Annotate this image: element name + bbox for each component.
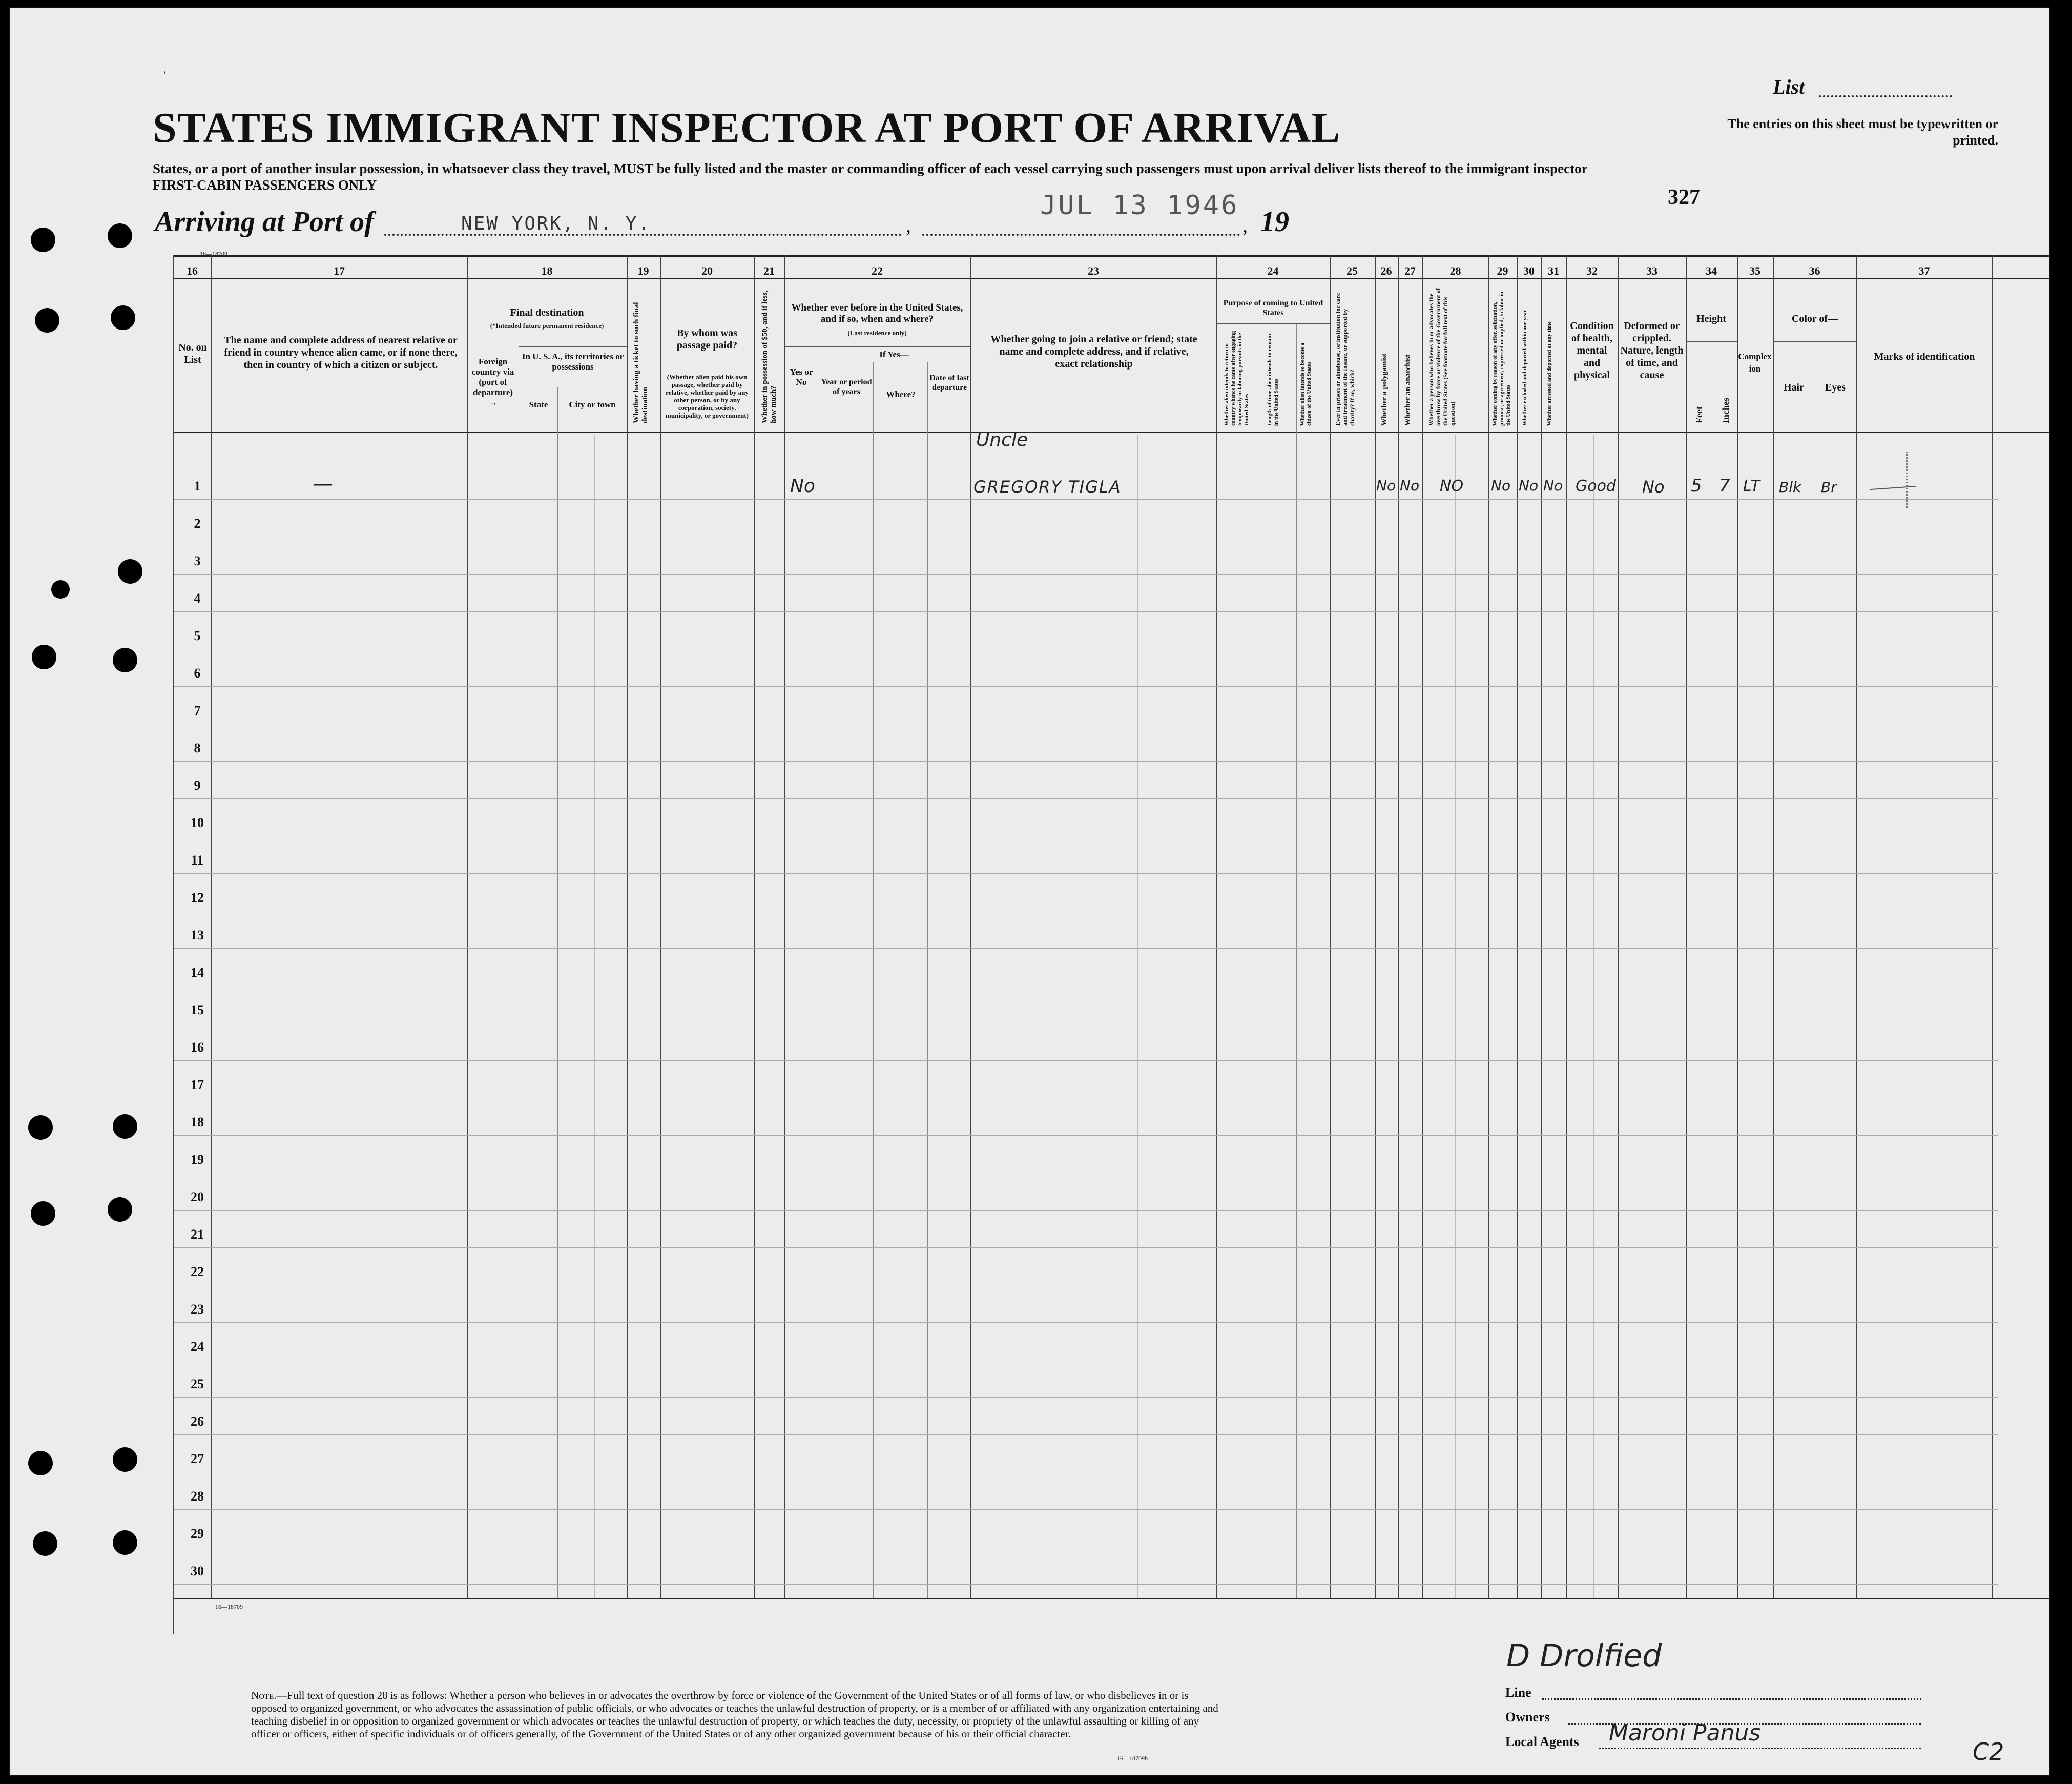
header-ever-in-us: Whether ever before in the United States, and if so, when and where? — [791, 302, 963, 324]
sub-divider — [1296, 323, 1297, 1598]
col-divider — [970, 255, 971, 1598]
header-last-residence: (Last residence only) — [847, 329, 907, 337]
col-divider — [1618, 255, 1619, 1598]
row-rule — [174, 499, 1998, 500]
binder-hole — [108, 223, 132, 248]
row-number: 17 — [191, 1077, 204, 1092]
row-number: 9 — [194, 778, 201, 793]
list-label: List — [1773, 75, 1805, 98]
binder-hole — [31, 1201, 55, 1226]
page-number: 327 — [1668, 186, 1700, 209]
manifest-sheet — [9, 7, 2050, 1776]
grid-line — [594, 435, 595, 1598]
header-eyes: Eyes — [1825, 382, 1846, 393]
header-fifty-dollars: Whether in possession of $50, and if less, how much? — [761, 290, 778, 423]
sub-rule — [1216, 323, 1330, 324]
row-number: 22 — [191, 1264, 204, 1279]
row-number: 24 — [191, 1339, 204, 1354]
col-num-18: 18 — [541, 264, 553, 277]
entry-anarchist: No — [1400, 477, 1420, 494]
col-num-32: 32 — [1586, 264, 1598, 277]
header-prison: Ever in prison or almshouse, or institution for care and treatment of the insane, or supported by charity? If so, which? — [1334, 293, 1356, 426]
row-rule — [174, 1397, 1998, 1398]
entries-note: The entries on this sheet must be typewritten or printed. — [1727, 116, 1998, 148]
sub-rule — [784, 346, 970, 347]
col-num-37: 37 — [1918, 264, 1930, 277]
row-rule — [174, 1210, 1998, 1211]
row-rule — [174, 574, 1998, 575]
row-number: 27 — [191, 1451, 204, 1466]
signature: D Drolfied — [1506, 1638, 1662, 1674]
header-where: Where? — [886, 389, 916, 399]
header-joining-relative: Whether going to join a relative or friend; state name and complete address, and if relative, exact relationship — [990, 334, 1197, 370]
entry-q28: NO — [1440, 477, 1464, 495]
entry-feet: 5 — [1691, 476, 1702, 496]
arriving-label: Arriving at Port of — [155, 206, 374, 238]
row-rule — [174, 1060, 1998, 1061]
col-num-26: 26 — [1380, 264, 1392, 277]
entry-q30: No — [1519, 477, 1539, 494]
binder-hole — [31, 228, 55, 252]
footnote-form-number: 16—18709b — [1117, 1755, 1148, 1762]
sub-divider — [873, 362, 874, 1598]
row-number: 11 — [191, 853, 204, 868]
col-divider — [1566, 255, 1567, 1598]
row-rule — [174, 1135, 1998, 1136]
col-num-16: 16 — [187, 264, 198, 277]
entry-ever-in-us: No — [790, 476, 815, 497]
header-purpose-citizen: Whether alien intends to become a citizen of the United States — [1299, 342, 1312, 426]
form-number-bottom: 16—18709 — [215, 1603, 243, 1610]
row-number: 1 — [194, 479, 201, 494]
footnote-label: Note. — [251, 1689, 277, 1701]
col-num-23: 23 — [1088, 264, 1099, 277]
col-num-17: 17 — [334, 264, 345, 277]
header-foreign-country: Foreign country via (port of departure) → — [471, 357, 514, 407]
col-divider — [1686, 255, 1687, 1598]
agents-field — [1599, 1748, 1921, 1749]
binder-hole — [35, 308, 59, 333]
entry-relationship: Uncle — [976, 429, 1028, 450]
header-relative-abroad: The name and complete address of nearest relative or friend in country whence alien came, or if none there, then in country of which a citizen or subject. — [224, 335, 458, 371]
header-q30: Whether excluded and deported within one year — [1522, 310, 1528, 426]
binder-hole — [28, 1115, 53, 1140]
header-state: State — [529, 400, 548, 409]
col-num-20: 20 — [701, 264, 713, 277]
col-divider — [1737, 255, 1738, 1598]
row-rule — [174, 1247, 1998, 1248]
row-number: 10 — [191, 815, 204, 830]
instructions-line: States, or a port of another insular possession, in whatsoever class they travel, MUST be fully listed and the master or commanding officer of each vessel carrying such passengers must upon arrival deliver lists thereof to the immigrant inspector — [153, 161, 1588, 176]
col-divider — [1517, 255, 1518, 1598]
col-divider — [1330, 255, 1331, 1598]
binder-hole — [33, 1531, 57, 1556]
header-in-usa: In U. S. A., its territories or possessions — [522, 352, 624, 372]
row-rule — [174, 1509, 1998, 1510]
row-number: 7 — [194, 703, 201, 718]
sub-rule — [519, 346, 627, 347]
row-rule — [174, 948, 1998, 949]
col-num-30: 30 — [1523, 264, 1535, 277]
header-ticket: Whether having a ticket to such final destination — [632, 302, 649, 423]
col-divider — [754, 255, 755, 1598]
header-purpose: Purpose of coming to United States — [1223, 299, 1323, 317]
page-title: STATES IMMIGRANT INSPECTOR AT PORT OF ARRIVAL — [153, 104, 1341, 152]
comma-mark: , — [906, 214, 911, 237]
col-divider — [1856, 255, 1857, 1598]
binder-hole — [51, 580, 70, 599]
entry-deformed: No — [1642, 477, 1665, 497]
row-number: 20 — [191, 1190, 204, 1204]
header-passage-paid: By whom was passage paid? — [676, 327, 738, 351]
col-num-29: 29 — [1497, 264, 1508, 277]
entry-relative-abroad: — — [313, 472, 333, 496]
agents-label: Local Agents — [1505, 1734, 1579, 1749]
row-number: 8 — [194, 741, 201, 755]
col-divider — [1216, 255, 1217, 1598]
row-number: 6 — [194, 666, 201, 681]
row-rule — [174, 686, 1998, 687]
col-divider — [211, 255, 212, 1598]
binder-hole — [118, 559, 142, 584]
marks-dotted — [1906, 452, 1908, 508]
row-rule — [174, 611, 1998, 612]
row-number: 5 — [194, 628, 201, 643]
col-divider — [1541, 255, 1542, 1598]
col-num-24: 24 — [1267, 264, 1279, 277]
date-field-line — [922, 234, 1240, 236]
header-purpose-return: Whether alien intends to return to country whence he came after engaging temporarily in laboring pursuits in the United States — [1224, 331, 1250, 426]
row-number: 14 — [191, 965, 204, 980]
row-rule — [174, 1434, 1998, 1435]
header-year-period: Year or period of years — [821, 378, 872, 396]
sub-divider — [557, 387, 558, 1598]
binder-hole — [113, 1530, 137, 1555]
col-divider — [784, 255, 785, 1598]
grid-line — [1455, 435, 1456, 1598]
binder-hole — [113, 648, 137, 672]
col-num-33: 33 — [1646, 264, 1657, 277]
entry-complexion: LT — [1743, 477, 1760, 495]
entry-eyes: Br — [1821, 479, 1837, 496]
header-q31: Whether arrested and deported at any time — [1546, 321, 1552, 426]
header-no-on-list: No. on List — [178, 342, 207, 365]
entry-q31: No — [1543, 477, 1563, 494]
row-number: 21 — [191, 1227, 204, 1242]
row-number: 18 — [191, 1115, 204, 1130]
col-divider — [660, 255, 661, 1598]
col-divider — [1375, 255, 1376, 1598]
line-field — [1542, 1698, 1921, 1700]
port-value: NEW YORK, N. Y. — [461, 213, 651, 234]
col-num-27: 27 — [1404, 264, 1416, 277]
header-complexion: Complexion — [1738, 352, 1772, 374]
header-polygamist: Whether a polygamist — [1380, 353, 1389, 426]
header-color-of: Color of— — [1791, 313, 1838, 324]
col-divider — [1488, 255, 1489, 1598]
row-number: 29 — [191, 1526, 204, 1541]
header-if-yes: If Yes— — [879, 350, 909, 359]
grid-line — [1137, 435, 1138, 1598]
row-number: 26 — [191, 1414, 204, 1429]
binder-hole — [32, 645, 56, 669]
header-bottom-rule — [173, 432, 2050, 433]
col-divider — [1992, 255, 1993, 1598]
header-final-destination: Final destination — [510, 307, 584, 318]
col-num-22: 22 — [872, 264, 883, 277]
entry-inches: 7 — [1719, 476, 1730, 496]
row-rule — [174, 873, 1998, 874]
entry-polygamist: No — [1376, 477, 1396, 494]
form-number-top: 16—18709 — [200, 250, 227, 257]
comma-mark-2: , — [1242, 214, 1248, 237]
col-num-35: 35 — [1749, 264, 1760, 277]
header-yes-no: Yes or No — [790, 367, 813, 387]
table-top-rule — [173, 255, 2050, 257]
col-divider — [627, 255, 628, 1598]
col-num-34: 34 — [1706, 264, 1717, 277]
header-last-departure: Date of last departure — [929, 374, 969, 392]
col-divider — [1773, 255, 1774, 1598]
binder-hole — [108, 1197, 132, 1222]
entry-joining: GREGORY TIGLA — [973, 477, 1122, 497]
header-q29: Whether coming by reason of any offer, solicitation, promise, or agreement, expressed or implied, to labor in the United States — [1492, 292, 1511, 426]
entry-health: Good — [1576, 477, 1616, 495]
tick-mark: ' — [164, 69, 166, 81]
col-divider — [1398, 255, 1399, 1598]
row-number: 2 — [194, 516, 201, 531]
binder-hole — [111, 305, 135, 330]
row-rule — [174, 1322, 1998, 1323]
corner-mark: C2 — [1973, 1738, 2004, 1766]
header-purpose-length: Length of time alien intends to remain in the United States — [1267, 334, 1279, 426]
sub-rule — [1686, 341, 1737, 342]
column-number-rule — [173, 278, 2050, 279]
row-number: 23 — [191, 1302, 204, 1317]
row-number: 16 — [191, 1040, 204, 1055]
header-passage-note: (Whether alien paid his own passage, whether paid by relative, whether paid by any other person, or by any corporation, society, municipality, or government) — [666, 373, 749, 419]
col-divider — [467, 255, 468, 1598]
row-rule — [174, 1584, 1998, 1585]
header-deformed: Deformed or crippled. Nature, length of time, and cause — [1620, 320, 1684, 381]
binder-hole — [113, 1447, 137, 1472]
marks-stroke — [1870, 486, 1916, 490]
row-number: 19 — [191, 1152, 204, 1167]
row-number: 28 — [191, 1489, 204, 1504]
date-stamp: JUL 13 1946 — [1040, 190, 1239, 221]
row-rule — [174, 798, 1998, 799]
entry-hair: Blk — [1779, 479, 1801, 496]
header-inches: Inches — [1721, 397, 1731, 423]
footnote — [251, 1689, 1225, 1740]
row-number: 3 — [194, 553, 201, 568]
header-q28: Whether a person who believes in or advocates the overthrow by force or violence of the Government of the United States (See footnote for full text of this question) — [1427, 288, 1456, 426]
row-number: 12 — [191, 890, 204, 905]
binder-hole — [28, 1451, 53, 1475]
grid-line — [1593, 435, 1594, 1598]
row-number: 13 — [191, 928, 204, 942]
header-anarchist: Whether an anarchist — [1404, 354, 1412, 426]
entry-q29: No — [1491, 477, 1511, 494]
table-bottom-rule — [173, 1598, 2050, 1599]
year-prefix: 19 — [1260, 206, 1289, 238]
class-line: FIRST-CABIN PASSENGERS ONLY — [153, 177, 377, 193]
sub-rule — [1773, 341, 1856, 342]
owners-label: Owners — [1505, 1710, 1550, 1725]
col-num-21: 21 — [763, 264, 775, 277]
header-health: Condition of health, mental and physical — [1570, 320, 1614, 381]
row-rule — [174, 761, 1998, 762]
header-feet: Feet — [1694, 406, 1704, 423]
header-height: Height — [1696, 313, 1726, 324]
footnote-text: —Full text of question 28 is as follows: Whether a person who believes in or advocates the overthrow by force or violence of the Government of the United States or of all forms of law, or who disbelieves in or is opposed to organized government, or who advocates the assassination of public officials, or who advocates or teaches the unlawful destruction of property, or is a member of or affiliated with any organization entertaining and teaching disbelief in or opposition to organized government or which advocates or teaches the unlawful destruction of property, or which teaches the duty, necessity, or propriety of the unlawful assaulting or killing of any officer or officers, either of specific individuals or of officers generally, of the Government of the United States or of any other organized government because of his or their official character. — [251, 1689, 1218, 1740]
binder-hole — [113, 1114, 137, 1139]
col-num-28: 28 — [1449, 264, 1461, 277]
col-num-36: 36 — [1809, 264, 1820, 277]
sub-divider — [927, 362, 928, 1598]
header-final-destination-note: (*Intended future permanent residence) — [490, 322, 604, 330]
list-field-line — [1819, 95, 1952, 97]
header-city: City or town — [569, 400, 616, 409]
row-number: 4 — [194, 591, 201, 606]
col-divider — [1422, 255, 1423, 1598]
row-number: 15 — [191, 1002, 204, 1017]
col-num-25: 25 — [1346, 264, 1358, 277]
col-num-19: 19 — [637, 264, 649, 277]
row-number: 25 — [191, 1377, 204, 1391]
header-marks: Marks of identification — [1874, 351, 1975, 362]
line-label: Line — [1505, 1685, 1531, 1700]
col-num-31: 31 — [1548, 264, 1559, 277]
agents-value: Maroni Panus — [1609, 1720, 1761, 1746]
row-number: 30 — [191, 1564, 204, 1578]
header-hair: Hair — [1784, 382, 1804, 393]
